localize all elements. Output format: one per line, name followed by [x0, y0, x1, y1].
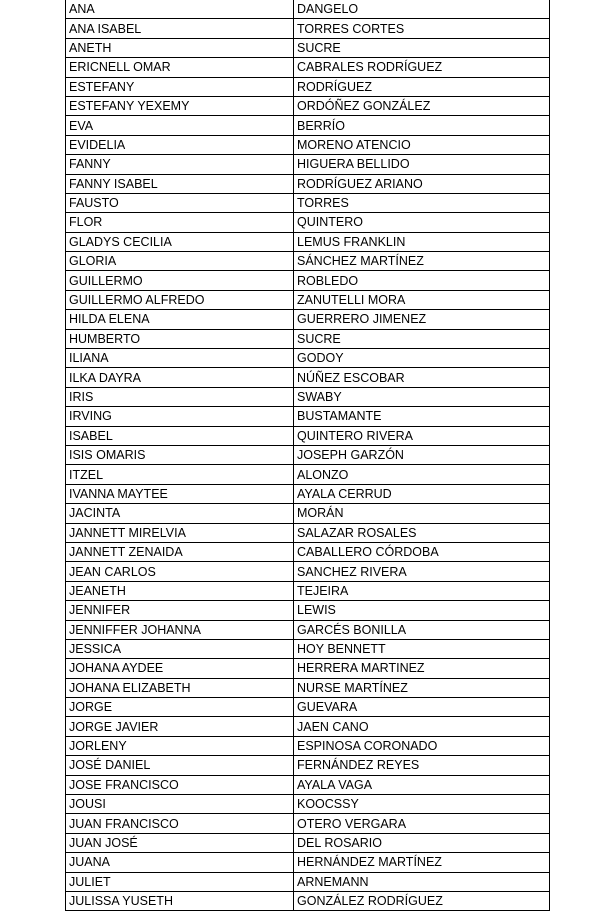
- table-row: [66, 756, 550, 775]
- last-name-cell: BERRÍO: [294, 116, 550, 135]
- table-row: [66, 213, 550, 232]
- first-name-cell: JOSE FRANCISCO: [66, 775, 294, 794]
- first-name-cell: IRIS: [66, 387, 294, 406]
- first-name-cell: JULISSA YUSETH: [66, 891, 294, 910]
- table-row: [66, 504, 550, 523]
- table-row: [66, 349, 550, 368]
- last-name-cell: SANCHEZ RIVERA: [294, 562, 550, 581]
- last-name-cell: SÁNCHEZ MARTÍNEZ: [294, 252, 550, 271]
- first-name-cell: GUILLERMO ALFREDO: [66, 290, 294, 309]
- first-name-cell: ITZEL: [66, 465, 294, 484]
- table-row: [66, 795, 550, 814]
- first-name-cell: JOSÉ DANIEL: [66, 756, 294, 775]
- names-table: [65, 0, 550, 911]
- table-row: [66, 601, 550, 620]
- last-name-cell: GONZÁLEZ RODRÍGUEZ: [294, 891, 550, 910]
- table-row: [66, 116, 550, 135]
- first-name-cell: JUAN FRANCISCO: [66, 814, 294, 833]
- last-name-cell: NURSE MARTÍNEZ: [294, 678, 550, 697]
- last-name-cell: TORRES CORTES: [294, 19, 550, 38]
- first-name-cell: HUMBERTO: [66, 329, 294, 348]
- table-row: [66, 329, 550, 348]
- names-sheet: [65, 0, 549, 911]
- names-table-body: [66, 0, 550, 911]
- table-row: [66, 523, 550, 542]
- first-name-cell: JEAN CARLOS: [66, 562, 294, 581]
- first-name-cell: HILDA ELENA: [66, 310, 294, 329]
- table-row: [66, 77, 550, 96]
- last-name-cell: HIGUERA BELLIDO: [294, 155, 550, 174]
- last-name-cell: LEMUS FRANKLIN: [294, 232, 550, 251]
- table-row: [66, 232, 550, 251]
- first-name-cell: ISABEL: [66, 426, 294, 445]
- first-name-cell: JESSICA: [66, 639, 294, 658]
- first-name-cell: JORGE JAVIER: [66, 717, 294, 736]
- first-name-cell: GLADYS CECILIA: [66, 232, 294, 251]
- table-row: [66, 96, 550, 115]
- first-name-cell: ANETH: [66, 38, 294, 57]
- table-row: [66, 833, 550, 852]
- first-name-cell: GLORIA: [66, 252, 294, 271]
- last-name-cell: TORRES: [294, 193, 550, 212]
- last-name-cell: NÚÑEZ ESCOBAR: [294, 368, 550, 387]
- table-row: [66, 252, 550, 271]
- first-name-cell: EVIDELIA: [66, 135, 294, 154]
- last-name-cell: HERRERA MARTINEZ: [294, 659, 550, 678]
- last-name-cell: KOOCSSY: [294, 795, 550, 814]
- first-name-cell: ILIANA: [66, 349, 294, 368]
- last-name-cell: GARCÉS BONILLA: [294, 620, 550, 639]
- last-name-cell: ESPINOSA CORONADO: [294, 736, 550, 755]
- table-row: [66, 853, 550, 872]
- table-row: [66, 426, 550, 445]
- last-name-cell: ROBLEDO: [294, 271, 550, 290]
- first-name-cell: JUANA: [66, 853, 294, 872]
- table-row: [66, 465, 550, 484]
- last-name-cell: ZANUTELLI MORA: [294, 290, 550, 309]
- last-name-cell: JOSEPH GARZÓN: [294, 445, 550, 464]
- last-name-cell: SWABY: [294, 387, 550, 406]
- table-row: [66, 639, 550, 658]
- table-row: [66, 174, 550, 193]
- table-row: [66, 445, 550, 464]
- last-name-cell: DEL ROSARIO: [294, 833, 550, 852]
- last-name-cell: ORDÓÑEZ GONZÁLEZ: [294, 96, 550, 115]
- table-row: [66, 193, 550, 212]
- table-row: [66, 775, 550, 794]
- last-name-cell: SALAZAR ROSALES: [294, 523, 550, 542]
- last-name-cell: RODRÍGUEZ: [294, 77, 550, 96]
- table-row: [66, 38, 550, 57]
- table-row: [66, 387, 550, 406]
- table-row: [66, 717, 550, 736]
- first-name-cell: JACINTA: [66, 504, 294, 523]
- first-name-cell: IRVING: [66, 407, 294, 426]
- table-row: [66, 620, 550, 639]
- first-name-cell: ERICNELL OMAR: [66, 58, 294, 77]
- last-name-cell: HERNÁNDEZ MARTÍNEZ: [294, 853, 550, 872]
- last-name-cell: QUINTERO RIVERA: [294, 426, 550, 445]
- table-row: [66, 659, 550, 678]
- table-row: [66, 814, 550, 833]
- first-name-cell: ANA: [66, 0, 294, 19]
- last-name-cell: BUSTAMANTE: [294, 407, 550, 426]
- first-name-cell: FANNY ISABEL: [66, 174, 294, 193]
- first-name-cell: JANNETT MIRELVIA: [66, 523, 294, 542]
- first-name-cell: FANNY: [66, 155, 294, 174]
- table-row: [66, 135, 550, 154]
- first-name-cell: ILKA DAYRA: [66, 368, 294, 387]
- last-name-cell: CABALLERO CÓRDOBA: [294, 542, 550, 561]
- table-row: [66, 562, 550, 581]
- last-name-cell: QUINTERO: [294, 213, 550, 232]
- first-name-cell: JOHANA ELIZABETH: [66, 678, 294, 697]
- table-row: [66, 698, 550, 717]
- last-name-cell: SUCRE: [294, 329, 550, 348]
- table-row: [66, 310, 550, 329]
- last-name-cell: GODOY: [294, 349, 550, 368]
- last-name-cell: AYALA CERRUD: [294, 484, 550, 503]
- first-name-cell: JENNIFFER JOHANNA: [66, 620, 294, 639]
- first-name-cell: ESTEFANY YEXEMY: [66, 96, 294, 115]
- first-name-cell: ANA ISABEL: [66, 19, 294, 38]
- table-row: [66, 407, 550, 426]
- last-name-cell: RODRÍGUEZ ARIANO: [294, 174, 550, 193]
- last-name-cell: GUERRERO JIMENEZ: [294, 310, 550, 329]
- last-name-cell: ALONZO: [294, 465, 550, 484]
- last-name-cell: TEJEIRA: [294, 581, 550, 600]
- first-name-cell: JENNIFER: [66, 601, 294, 620]
- table-row: [66, 58, 550, 77]
- first-name-cell: EVA: [66, 116, 294, 135]
- first-name-cell: JANNETT ZENAIDA: [66, 542, 294, 561]
- last-name-cell: LEWIS: [294, 601, 550, 620]
- last-name-cell: FERNÁNDEZ REYES: [294, 756, 550, 775]
- last-name-cell: AYALA VAGA: [294, 775, 550, 794]
- table-row: [66, 872, 550, 891]
- first-name-cell: JORGE: [66, 698, 294, 717]
- last-name-cell: JAEN CANO: [294, 717, 550, 736]
- first-name-cell: JORLENY: [66, 736, 294, 755]
- table-row: [66, 155, 550, 174]
- first-name-cell: JEANETH: [66, 581, 294, 600]
- table-row: [66, 542, 550, 561]
- table-row: [66, 736, 550, 755]
- first-name-cell: ISIS OMARIS: [66, 445, 294, 464]
- last-name-cell: OTERO VERGARA: [294, 814, 550, 833]
- first-name-cell: JOUSI: [66, 795, 294, 814]
- table-row: [66, 484, 550, 503]
- last-name-cell: GUEVARA: [294, 698, 550, 717]
- first-name-cell: JOHANA AYDEE: [66, 659, 294, 678]
- first-name-cell: GUILLERMO: [66, 271, 294, 290]
- table-row: [66, 581, 550, 600]
- table-row: [66, 678, 550, 697]
- last-name-cell: CABRALES RODRÍGUEZ: [294, 58, 550, 77]
- last-name-cell: HOY BENNETT: [294, 639, 550, 658]
- table-row: [66, 0, 550, 19]
- table-row: [66, 271, 550, 290]
- last-name-cell: MORÁN: [294, 504, 550, 523]
- first-name-cell: FLOR: [66, 213, 294, 232]
- first-name-cell: JULIET: [66, 872, 294, 891]
- first-name-cell: IVANNA MAYTEE: [66, 484, 294, 503]
- last-name-cell: SUCRE: [294, 38, 550, 57]
- last-name-cell: MORENO ATENCIO: [294, 135, 550, 154]
- table-row: [66, 290, 550, 309]
- last-name-cell: ARNEMANN: [294, 872, 550, 891]
- first-name-cell: JUAN JOSÉ: [66, 833, 294, 852]
- first-name-cell: FAUSTO: [66, 193, 294, 212]
- first-name-cell: ESTEFANY: [66, 77, 294, 96]
- table-row: [66, 19, 550, 38]
- table-row: [66, 891, 550, 910]
- table-row: [66, 368, 550, 387]
- last-name-cell: DANGELO: [294, 0, 550, 19]
